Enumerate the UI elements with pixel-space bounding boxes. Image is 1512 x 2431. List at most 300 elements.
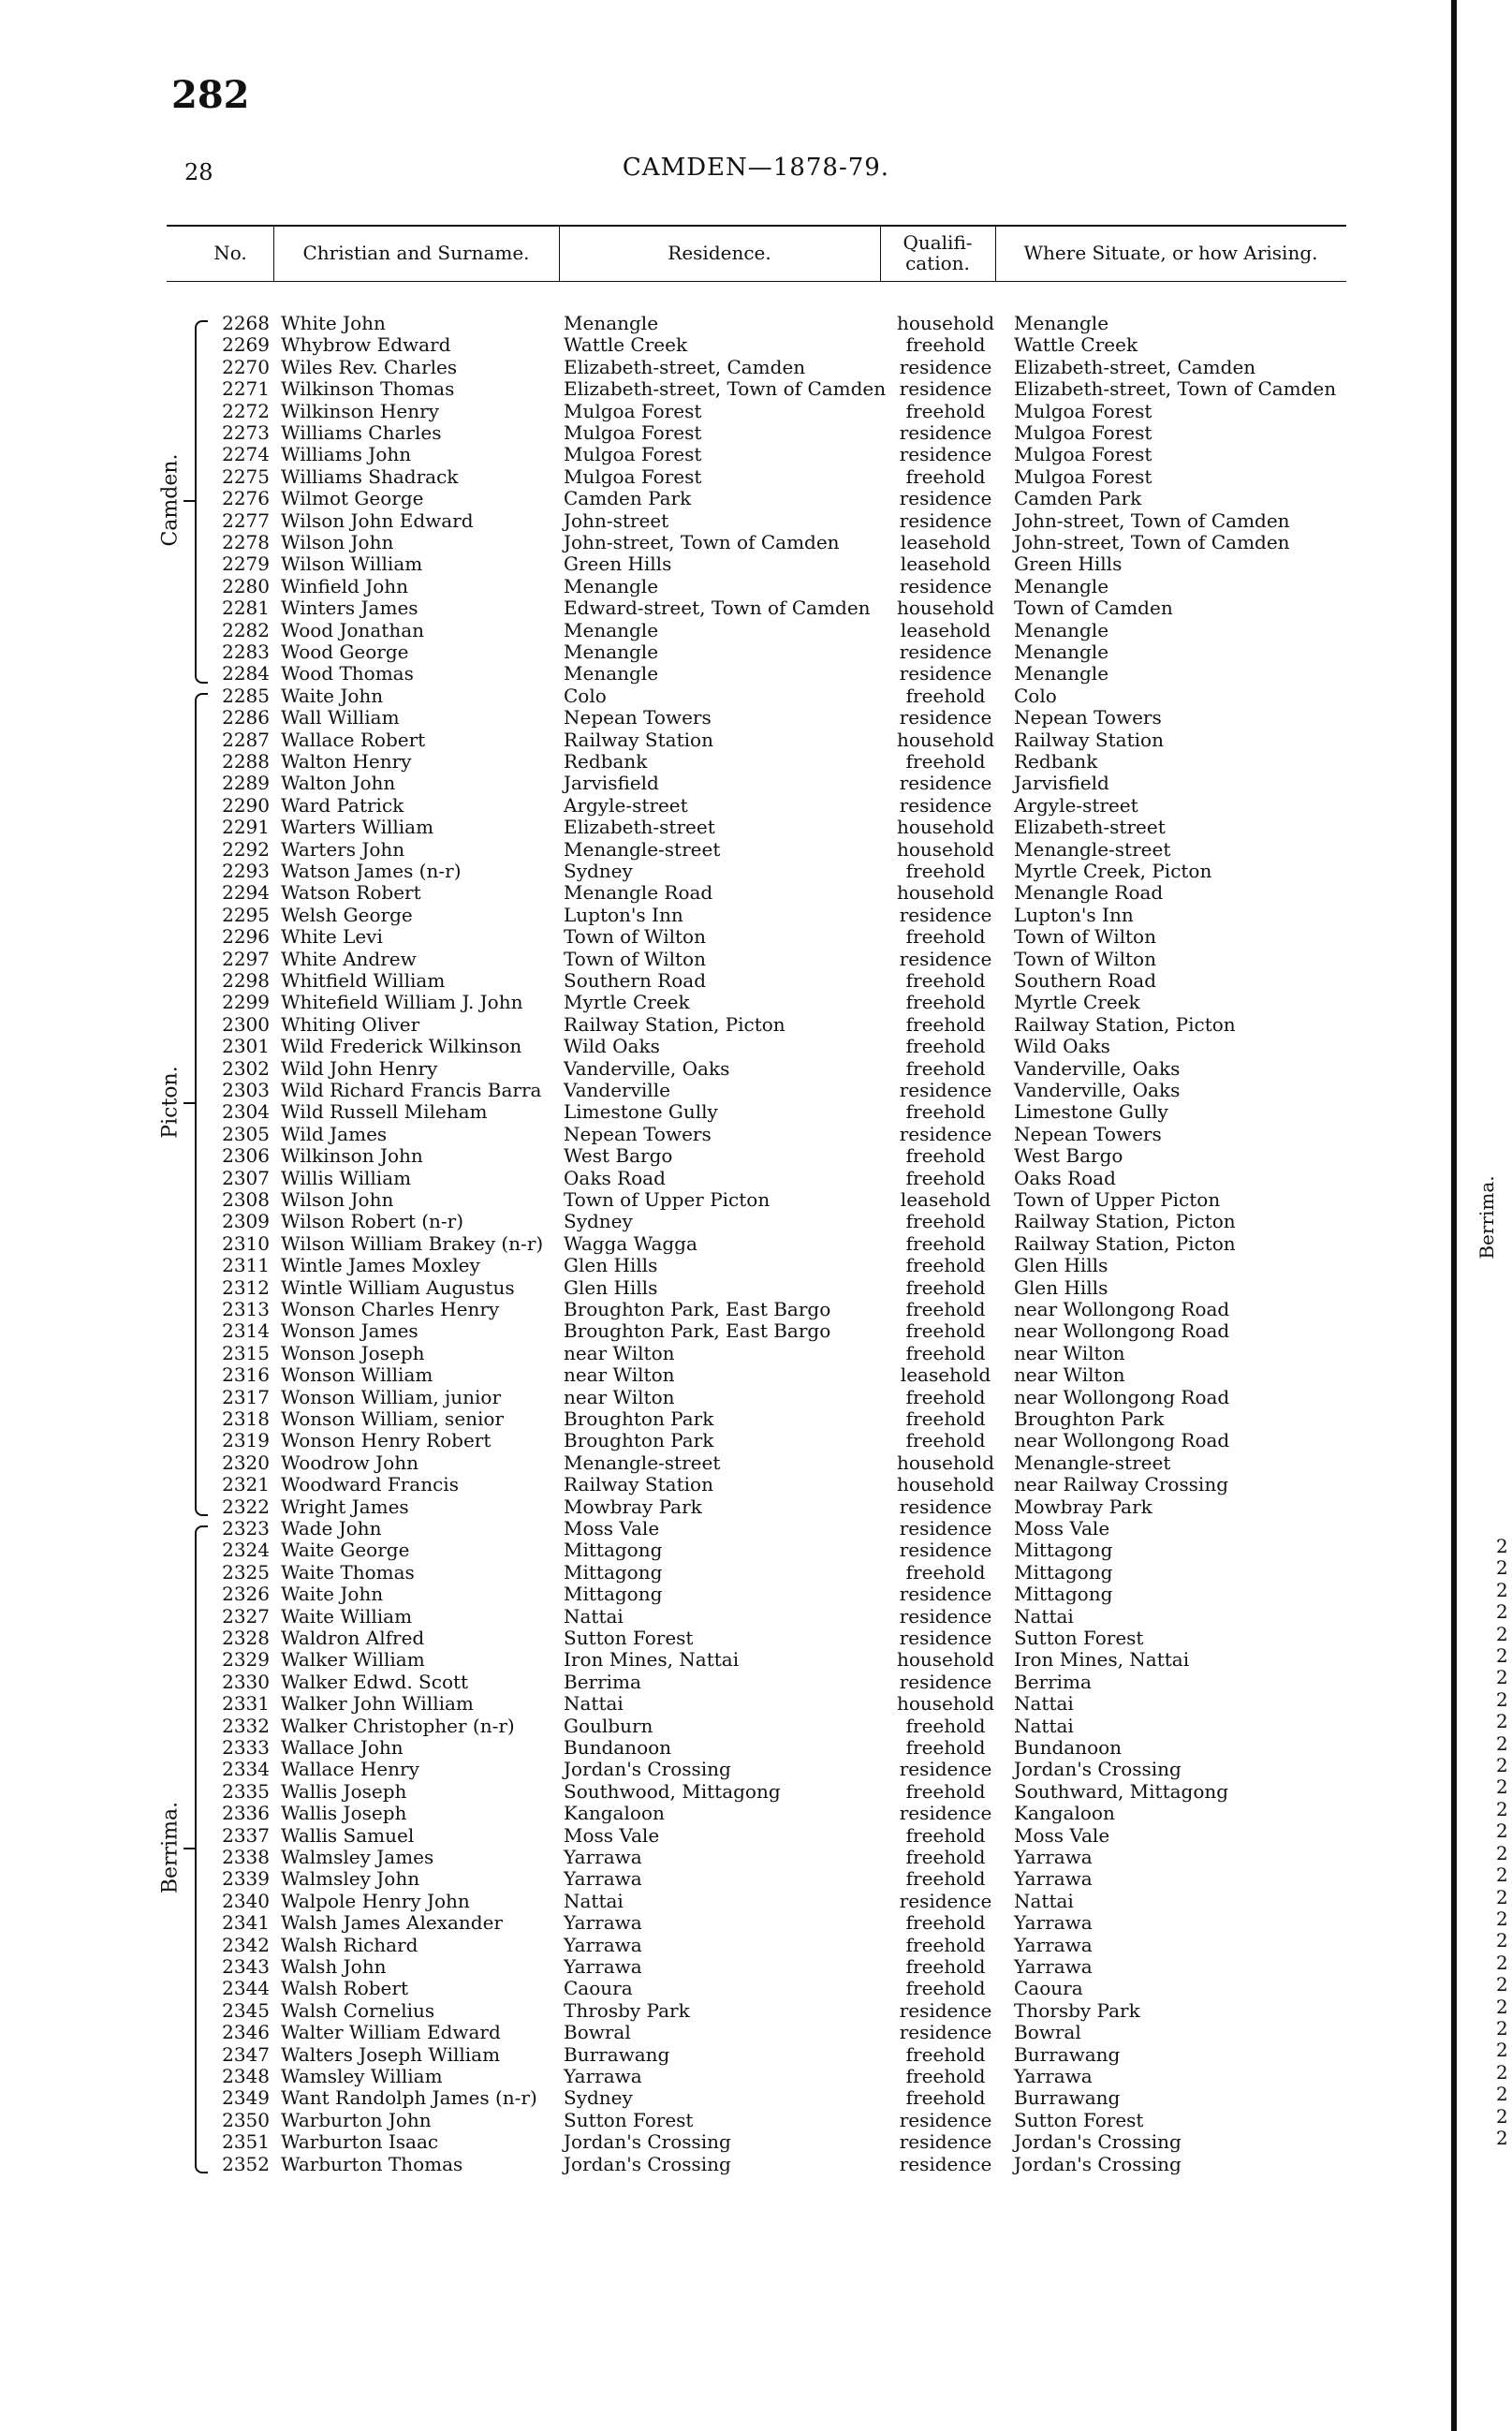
table-row: [0, 1474, 1512, 1495]
entry-name: Wilkinson Thomas: [281, 377, 455, 401]
entry-residence: Jordan's Crossing: [564, 2130, 731, 2154]
entry-where: Jarvisfield: [1014, 772, 1109, 795]
district-bracket-tip: [183, 1848, 195, 1849]
entry-qualification: residence: [899, 2130, 992, 2154]
entry-where: Vanderville, Oaks: [1014, 1079, 1181, 1101]
entry-residence: Menangle-street: [564, 1451, 721, 1474]
entry-number: 2293: [222, 860, 270, 882]
entry-number: 2276: [222, 487, 270, 510]
entry-residence: Berrima: [564, 1670, 641, 1693]
entry-number: 2298: [222, 969, 270, 992]
entry-residence: Lupton's Inn: [564, 903, 683, 926]
entry-qualification: freehold: [905, 1867, 986, 1891]
table-row: [0, 1628, 1512, 1649]
edge-digit: 2: [1496, 1556, 1508, 1580]
entry-qualification: residence: [899, 2108, 992, 2131]
entry-qualification: freehold: [905, 1560, 986, 1584]
table-row: [0, 1168, 1512, 1189]
table-row: [0, 1672, 1512, 1693]
entry-where: Yarrawa: [1014, 2065, 1093, 2087]
entry-name: Walker Christopher (n-r): [281, 1714, 515, 1737]
entry-where: Railway Station, Picton: [1014, 1012, 1236, 1036]
table-row: [0, 817, 1512, 838]
entry-qualification: residence: [899, 1517, 992, 1540]
table-row: [0, 1343, 1512, 1364]
table-row: [0, 378, 1512, 400]
right-page-edge-numbers: [1496, 1536, 1509, 2154]
table-row: [0, 729, 1512, 751]
entry-where: Town of Camden: [1014, 597, 1173, 620]
edge-digit: 2: [1496, 1754, 1508, 1777]
table-row: [0, 663, 1512, 685]
table-row: [0, 444, 1512, 465]
entry-residence: Mulgoa Forest: [564, 464, 702, 488]
entry-number: 2341: [222, 1911, 270, 1935]
edge-digit: 2: [1496, 1797, 1508, 1820]
table-row: [0, 1299, 1512, 1320]
table-row: [0, 1847, 1512, 1868]
table-row: [0, 313, 1512, 334]
entry-qualification: residence: [899, 1670, 992, 1693]
edge-digit: 2: [1496, 1710, 1508, 1733]
entry-name: Wilson John: [281, 1188, 394, 1211]
entry-qualification: residence: [899, 903, 992, 926]
entry-number: 2304: [222, 1100, 270, 1124]
entry-number: 2292: [222, 837, 270, 861]
entry-qualification: freehold: [905, 1298, 986, 1320]
entry-residence: Mulgoa Forest: [564, 399, 702, 422]
edge-digit: 2: [1496, 1536, 1508, 1557]
entry-name: Wallis Joseph: [281, 1802, 407, 1825]
edge-digit: 2: [1496, 1622, 1508, 1645]
entry-where: Town of Wilton: [1014, 947, 1156, 970]
entry-number: 2275: [222, 464, 270, 488]
entry-qualification: freehold: [905, 1714, 986, 1737]
entry-number: 2305: [222, 1122, 270, 1145]
entry-where: Mulgoa Forest: [1014, 399, 1152, 422]
entry-where: Nattai: [1014, 1889, 1074, 1912]
entry-where: Green Hills: [1014, 552, 1123, 576]
entry-residence: Sutton Forest: [564, 2108, 694, 2131]
entry-name: Wonson William, junior: [281, 1385, 502, 1408]
edge-digit: 2: [1496, 1864, 1508, 1887]
entry-where: Menangle-street: [1014, 1451, 1171, 1474]
entry-residence: Jarvisfield: [564, 772, 659, 795]
entry-qualification: freehold: [905, 1385, 986, 1408]
edge-digit: 2: [1496, 2060, 1508, 2084]
entry-where: Yarrawa: [1014, 1846, 1093, 1868]
entry-qualification: freehold: [905, 1429, 986, 1452]
corner-number: 28: [184, 159, 213, 185]
entry-qualification: residence: [899, 1998, 992, 2022]
entry-name: Wild Richard Francis Barra: [281, 1079, 542, 1101]
entry-where: Sutton Forest: [1014, 1627, 1144, 1649]
entry-name: Wonson William, senior: [281, 1407, 505, 1430]
entry-where: Caoura: [1014, 1977, 1083, 2000]
table-row: [0, 1277, 1512, 1299]
entry-where: Southward, Mittagong: [1014, 1779, 1229, 1803]
entry-residence: Wattle Creek: [564, 333, 688, 357]
entry-number: 2315: [222, 1341, 270, 1364]
table-row: [0, 1233, 1512, 1255]
entry-name: Warburton John: [281, 2108, 432, 2131]
edge-digit: 2: [1496, 1995, 1508, 2018]
table-row: [0, 1781, 1512, 1803]
entry-qualification: leasehold: [900, 1363, 991, 1387]
entry-residence: Mittagong: [564, 1560, 663, 1584]
entry-where: Argyle-street: [1014, 793, 1138, 817]
entry-residence: Railway Station: [564, 728, 713, 751]
entry-residence: Elizabeth-street, Town of Camden: [564, 377, 887, 401]
district-bracket-tip: [183, 1102, 195, 1104]
table-row: [0, 1058, 1512, 1080]
table-row: [0, 685, 1512, 707]
entry-residence: Sydney: [564, 860, 633, 882]
entry-residence: Glen Hills: [564, 1275, 658, 1299]
entry-qualification: residence: [899, 443, 992, 466]
entry-where: Nattai: [1014, 1604, 1074, 1628]
table-row: [0, 422, 1512, 444]
entry-residence: John-street, Town of Camden: [564, 531, 840, 553]
entry-qualification: household: [896, 312, 995, 334]
table-row: [0, 861, 1512, 882]
entry-where: Mittagong: [1014, 1560, 1113, 1584]
entry-qualification: leasehold: [900, 552, 991, 576]
entry-number: 2279: [222, 552, 270, 576]
entry-number: 2274: [222, 443, 270, 466]
entry-where: Southern Road: [1014, 969, 1157, 992]
entry-name: Wall William: [281, 706, 400, 729]
entry-name: Waite Thomas: [281, 1560, 415, 1584]
entry-name: Wood Jonathan: [281, 618, 425, 641]
entry-number: 2345: [222, 1998, 270, 2022]
entry-where: Jordan's Crossing: [1014, 2152, 1182, 2175]
edge-digit: 2: [1496, 1644, 1508, 1668]
entry-number: 2286: [222, 706, 270, 729]
edge-digit: 2: [1496, 1907, 1508, 1930]
entry-qualification: freehold: [905, 1210, 986, 1233]
entry-qualification: household: [896, 816, 995, 839]
entry-residence: Oaks Road: [564, 1166, 666, 1189]
table-row: [0, 1868, 1512, 1890]
entry-number: 2324: [222, 1539, 270, 1562]
entry-qualification: freehold: [905, 860, 986, 882]
entry-where: near Wollongong Road: [1014, 1319, 1230, 1343]
entry-qualification: leasehold: [900, 531, 991, 553]
entry-number: 2288: [222, 750, 270, 773]
entry-name: Walters Joseph William: [281, 2042, 501, 2066]
edge-digit: 2: [1496, 1578, 1508, 1601]
entry-residence: Wild Oaks: [564, 1035, 660, 1058]
entry-residence: Yarrawa: [564, 2065, 642, 2087]
table-row: [0, 553, 1512, 575]
entry-where: Yarrawa: [1014, 1933, 1093, 1956]
entry-qualification: residence: [899, 793, 992, 817]
entry-number: 2312: [222, 1275, 270, 1299]
entry-number: 2330: [222, 1670, 270, 1693]
entry-number: 2301: [222, 1035, 270, 1058]
table-row: [0, 1562, 1512, 1584]
entry-residence: John-street: [564, 508, 669, 532]
entry-where: Nepean Towers: [1014, 1122, 1162, 1145]
entry-where: Mowbray Park: [1014, 1495, 1152, 1518]
district-label: Berrima.: [158, 1801, 183, 1894]
entry-qualification: freehold: [905, 1407, 986, 1430]
entry-name: Ward Patrick: [281, 793, 404, 817]
entry-name: Wamsley William: [281, 2065, 443, 2087]
entry-name: Whitefield William J. John: [281, 991, 523, 1014]
table-row: [0, 401, 1512, 422]
entry-residence: Sydney: [564, 1210, 633, 1233]
entry-where: Sutton Forest: [1014, 2108, 1144, 2131]
entry-where: Mittagong: [1014, 1583, 1113, 1606]
entry-where: Thorsby Park: [1014, 1998, 1140, 2022]
entry-number: 2346: [222, 2021, 270, 2044]
entry-where: Burrawang: [1014, 2086, 1121, 2110]
table-row: [0, 1124, 1512, 1145]
entry-qualification: freehold: [905, 1319, 986, 1343]
entry-number: 2280: [222, 574, 270, 597]
entry-number: 2270: [222, 355, 270, 378]
entry-qualification: freehold: [905, 2065, 986, 2087]
entry-number: 2268: [222, 312, 270, 334]
entry-where: Limestone Gully: [1014, 1100, 1168, 1124]
entry-residence: Nattai: [564, 1692, 624, 1716]
table-row: [0, 2022, 1512, 2043]
table-row: [0, 1430, 1512, 1451]
page-title: CAMDEN—1878-79.: [622, 154, 890, 182]
entry-name: Walsh Cornelius: [281, 1998, 435, 2022]
district-bracket: [195, 1525, 208, 2173]
table-row: [0, 532, 1512, 553]
entry-residence: Southern Road: [564, 969, 707, 992]
entry-where: John-street, Town of Camden: [1014, 508, 1290, 532]
entry-qualification: residence: [899, 377, 992, 401]
entry-name: Wilson John Edward: [281, 508, 474, 532]
entry-name: Wonson James: [281, 1319, 418, 1343]
entry-qualification: residence: [899, 1079, 992, 1101]
entry-number: 2302: [222, 1056, 270, 1080]
entry-name: Wilson John: [281, 531, 394, 553]
entry-number: 2350: [222, 2108, 270, 2131]
entry-number: 2282: [222, 618, 270, 641]
entry-qualification: residence: [899, 1802, 992, 1825]
edge-digit: 2: [1496, 2104, 1508, 2128]
entry-qualification: residence: [899, 641, 992, 663]
entry-qualification: residence: [899, 2021, 992, 2044]
entry-residence: Town of Wilton: [564, 947, 706, 970]
entry-where: Wild Oaks: [1014, 1035, 1110, 1058]
entry-number: 2349: [222, 2086, 270, 2110]
entry-name: Wallace John: [281, 1736, 404, 1759]
entry-residence: Railway Station: [564, 1473, 713, 1496]
table-row: [0, 1716, 1512, 1737]
table-row: [0, 1737, 1512, 1759]
table-row: [0, 751, 1512, 773]
table-row: [0, 1211, 1512, 1232]
entry-number: 2323: [222, 1517, 270, 1540]
entry-where: Elizabeth-street, Town of Camden: [1014, 377, 1337, 401]
entry-number: 2291: [222, 816, 270, 839]
entry-where: Menangle-street: [1014, 837, 1171, 861]
entry-where: near Wollongong Road: [1014, 1429, 1230, 1452]
entry-residence: Yarrawa: [564, 1955, 642, 1978]
entry-number: 2317: [222, 1385, 270, 1408]
entry-residence: Menangle: [564, 662, 659, 685]
table-row: [0, 1452, 1512, 1474]
entry-residence: near Wilton: [564, 1363, 675, 1387]
entry-name: Walsh Robert: [281, 1977, 408, 2000]
table-row: [0, 1912, 1512, 1934]
entry-name: Wallis Joseph: [281, 1779, 407, 1803]
entry-residence: Nattai: [564, 1889, 624, 1912]
district-bracket: [195, 320, 208, 684]
table-row: [0, 510, 1512, 532]
table-row: [0, 641, 1512, 663]
entry-number: 2335: [222, 1779, 270, 1803]
entry-residence: Myrtle Creek: [564, 991, 690, 1014]
entry-where: Menangle: [1014, 312, 1109, 334]
table-row: [0, 1364, 1512, 1386]
entry-name: Wilson Robert (n-r): [281, 1210, 464, 1233]
entry-number: 2322: [222, 1495, 270, 1518]
entry-number: 2334: [222, 1758, 270, 1781]
entry-residence: Sutton Forest: [564, 1627, 694, 1649]
entry-number: 2306: [222, 1144, 270, 1168]
entry-number: 2337: [222, 1823, 270, 1847]
entry-residence: Southwood, Mittagong: [564, 1779, 781, 1803]
entry-qualification: household: [896, 1692, 995, 1716]
header-bottom-rule: [167, 281, 1346, 282]
entry-qualification: freehold: [905, 1144, 986, 1168]
entry-residence: Yarrawa: [564, 1846, 642, 1868]
table-row: [0, 2110, 1512, 2131]
entry-name: Wright James: [281, 1495, 409, 1518]
entry-qualification: residence: [899, 1604, 992, 1628]
entry-where: Kangaloon: [1014, 1802, 1115, 1825]
entry-number: 2338: [222, 1846, 270, 1868]
entry-number: 2289: [222, 772, 270, 795]
entry-name: Want Randolph James (n-r): [281, 2086, 537, 2110]
entry-residence: Yarrawa: [564, 1867, 642, 1891]
entry-name: White John: [281, 312, 386, 334]
entry-number: 2269: [222, 333, 270, 357]
table-row: [0, 2044, 1512, 2066]
entry-name: Walton Henry: [281, 750, 412, 773]
entry-qualification: freehold: [905, 2042, 986, 2066]
entry-qualification: household: [896, 728, 995, 751]
table-row: [0, 2066, 1512, 2087]
entry-name: Walmsley John: [281, 1867, 420, 1891]
edge-digit: 2: [1496, 1687, 1508, 1711]
entry-qualification: freehold: [905, 464, 986, 488]
table-row: [0, 620, 1512, 641]
entry-where: Menangle: [1014, 641, 1109, 663]
entry-residence: Limestone Gully: [564, 1100, 718, 1124]
entry-where: Menangle Road: [1014, 881, 1164, 905]
table-row: [0, 1320, 1512, 1342]
edge-digit: 2: [1496, 1731, 1508, 1755]
edge-digit: 2: [1496, 1951, 1508, 1974]
table-row: [0, 1036, 1512, 1057]
table-row: [0, 992, 1512, 1013]
entry-where: Moss Vale: [1014, 1823, 1110, 1847]
entry-name: Wade John: [281, 1517, 382, 1540]
entry-name: Watson James (n-r): [281, 860, 462, 882]
entry-residence: Elizabeth-street, Camden: [564, 355, 806, 378]
table-row: [0, 1518, 1512, 1540]
entry-name: Wild John Henry: [281, 1056, 438, 1080]
entry-residence: near Wilton: [564, 1341, 675, 1364]
entry-qualification: residence: [899, 1539, 992, 1562]
entry-where: near Wollongong Road: [1014, 1298, 1230, 1320]
entry-number: 2316: [222, 1363, 270, 1387]
edge-digit: 2: [1496, 2039, 1508, 2062]
entry-number: 2283: [222, 641, 270, 663]
entry-name: Wintle William Augustus: [281, 1275, 515, 1299]
entry-residence: Moss Vale: [564, 1517, 660, 1540]
entry-where: John-street, Town of Camden: [1014, 531, 1290, 553]
entry-name: Waite William: [281, 1604, 413, 1628]
table-row: [0, 1540, 1512, 1561]
entry-name: Williams Charles: [281, 421, 442, 444]
entry-residence: Broughton Park, East Bargo: [564, 1298, 831, 1320]
entry-residence: Yarrawa: [564, 1911, 642, 1935]
entry-qualification: freehold: [905, 1823, 986, 1847]
entry-where: Elizabeth-street: [1014, 816, 1166, 839]
entry-where: Myrtle Creek, Picton: [1014, 860, 1212, 882]
entry-where: Yarrawa: [1014, 1955, 1093, 1978]
entry-residence: Bundanoon: [564, 1736, 672, 1759]
entry-residence: West Bargo: [564, 1144, 673, 1168]
table-row: [0, 1606, 1512, 1628]
entry-number: 2299: [222, 991, 270, 1014]
table-row: [0, 597, 1512, 619]
entry-where: Mittagong: [1014, 1539, 1113, 1562]
entry-residence: Menangle-street: [564, 837, 721, 861]
entry-name: Wintle James Moxley: [281, 1254, 480, 1277]
entry-where: Yarrawa: [1014, 1867, 1093, 1891]
entry-number: 2347: [222, 2042, 270, 2066]
entry-number: 2300: [222, 1012, 270, 1036]
edge-digit: 2: [1496, 1929, 1508, 1952]
entry-qualification: leasehold: [900, 618, 991, 641]
entry-residence: Edward-street, Town of Camden: [564, 597, 871, 620]
entry-number: 2325: [222, 1560, 270, 1584]
table-row: [0, 1189, 1512, 1211]
entry-where: Elizabeth-street, Camden: [1014, 355, 1256, 378]
entry-number: 2313: [222, 1298, 270, 1320]
entry-residence: Wagga Wagga: [564, 1231, 697, 1255]
entry-residence: Railway Station, Picton: [564, 1012, 785, 1036]
table-row: [0, 839, 1512, 861]
entry-residence: Argyle-street: [564, 793, 688, 817]
header-residence: Residence.: [668, 242, 771, 264]
table-row: [0, 1825, 1512, 1847]
entry-residence: Kangaloon: [564, 1802, 665, 1825]
table-row: [0, 1101, 1512, 1123]
entry-name: Wiles Rev. Charles: [281, 355, 458, 378]
entry-residence: Green Hills: [564, 552, 672, 576]
entry-where: Glen Hills: [1014, 1275, 1108, 1299]
entry-residence: Jordan's Crossing: [564, 2152, 731, 2175]
entry-qualification: freehold: [905, 925, 986, 949]
table-row: [0, 2087, 1512, 2109]
entry-qualification: freehold: [905, 333, 986, 357]
entry-where: Colo: [1014, 684, 1057, 707]
entry-residence: Mittagong: [564, 1583, 663, 1606]
entry-number: 2319: [222, 1429, 270, 1452]
